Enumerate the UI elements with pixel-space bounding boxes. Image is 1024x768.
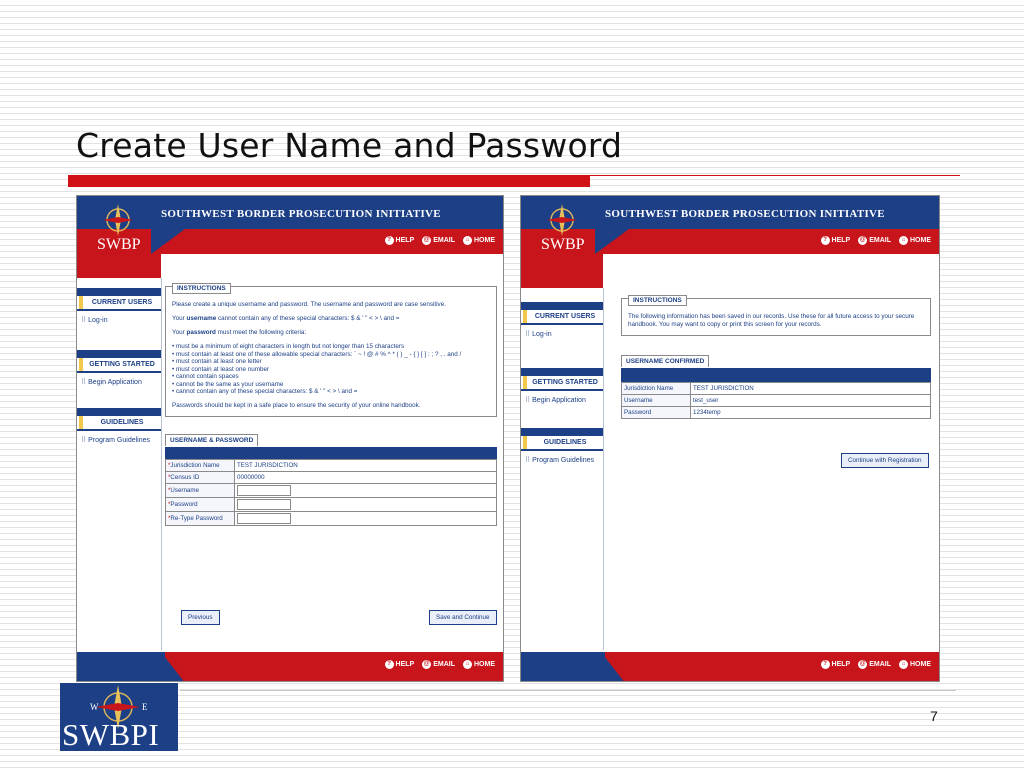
row-label [166, 497, 235, 511]
username-cell [235, 483, 497, 497]
sidebar-item-program-guidelines[interactable] [521, 451, 603, 464]
confirmation-message: The following information has been saved in our records. Use these for all future access to your secure handbook. You may want to copy or print this screen for your records. [628, 313, 915, 328]
section-band [165, 447, 497, 459]
confirmed-table [621, 382, 931, 419]
nav-email-link[interactable] [858, 236, 891, 245]
sidebar-section-guidelines [521, 428, 603, 464]
row-value: test_user [691, 395, 931, 407]
confirmed-section [621, 350, 931, 419]
sidebar-band [77, 288, 161, 296]
criteria-item: • must contain at least one number [172, 365, 270, 373]
help-icon: ? [385, 236, 394, 245]
sidebar-band [521, 302, 603, 310]
sidebar-heading: GUIDELINES [79, 416, 161, 429]
text-bold: password [186, 329, 216, 336]
credentials-section [165, 429, 497, 526]
main-content [621, 258, 931, 419]
instructions-tag: INSTRUCTIONS [628, 295, 687, 306]
row-label [166, 459, 235, 471]
screenshot-credentials-confirmed [520, 195, 940, 682]
instructions-intro: Please create a unique username and password. The username and password are case sensitive. [172, 301, 446, 308]
row-label [166, 471, 235, 483]
nav-help-link[interactable] [385, 236, 415, 245]
previous-label: Previous [188, 614, 213, 621]
criteria-item: • cannot be the same as your username [172, 380, 284, 388]
nav-email-label: EMAIL [433, 237, 455, 244]
compass-east-letter: E [142, 702, 148, 712]
credentials-form [165, 459, 497, 526]
table-row [166, 483, 497, 497]
sidebar-red-band [77, 254, 161, 278]
nav-home-label: HOME [910, 661, 931, 668]
bottom-nav [821, 660, 931, 669]
criteria-item: • must be a minimum of eight characters in length but not longer than 15 characters [172, 343, 405, 350]
table-row [622, 395, 931, 407]
help-icon: ? [821, 236, 830, 245]
census-id-value: 00000000 [235, 471, 497, 483]
site-logo-text: SWBP [541, 236, 585, 253]
nav-home-link[interactable] [899, 660, 931, 669]
sidebar-item-program-guidelines[interactable] [77, 431, 161, 444]
home-icon: ⌂ [463, 660, 472, 669]
help-icon: ? [385, 660, 394, 669]
nav-home-label: HOME [910, 237, 931, 244]
criteria-item: • must contain at least one of these allowable special characters: ` ~ ! @ # % ^ * ( ) _ - { } [ ] : ; ? , . and / [172, 350, 462, 358]
table-row [166, 459, 497, 471]
text: Your [172, 315, 187, 322]
site-footer [521, 652, 605, 681]
nav-help-link[interactable] [821, 236, 851, 245]
table-row [622, 407, 931, 419]
site-logo [527, 200, 597, 256]
sidebar-band [77, 408, 161, 416]
home-icon: ⌂ [899, 660, 908, 669]
previous-button[interactable] [181, 610, 220, 625]
row-label: Jurisdiction Name [622, 383, 691, 395]
bottom-nav [385, 660, 495, 669]
credentials-tag: USERNAME & PASSWORD [165, 434, 258, 446]
row-value: 1234temp [691, 407, 931, 419]
nav-email-link[interactable] [422, 660, 455, 669]
screenshot-create-credentials [76, 195, 504, 682]
text: Your [172, 329, 187, 336]
home-icon: ⌂ [899, 236, 908, 245]
row-label: Username [622, 395, 691, 407]
text-bold: username [186, 315, 217, 322]
sidebar [521, 288, 604, 650]
sidebar [77, 278, 162, 650]
sidebar-item-label: Begin Application [532, 397, 586, 404]
username-rule [172, 315, 490, 323]
email-icon: @ [859, 661, 866, 667]
table-row [166, 511, 497, 525]
sidebar-item-begin-application[interactable] [77, 373, 161, 386]
nav-email-link[interactable] [858, 660, 891, 669]
row-value: TEST JURISDICTION [691, 383, 931, 395]
label-text: Re-Type Password [170, 514, 223, 522]
sidebar-heading: CURRENT USERS [523, 310, 603, 323]
table-row [166, 471, 497, 483]
sidebar-item-label: Program Guidelines [88, 437, 151, 444]
nav-email-label: EMAIL [869, 661, 891, 668]
retype-password-cell [235, 511, 497, 525]
nav-home-label: HOME [474, 237, 495, 244]
password-criteria-list [172, 343, 490, 396]
sidebar-band [77, 350, 161, 358]
home-icon: ⌂ [463, 236, 472, 245]
main-content [165, 258, 497, 526]
sidebar-heading: GETTING STARTED [79, 358, 161, 371]
password-cell [235, 497, 497, 511]
save-continue-button[interactable] [429, 610, 497, 625]
sidebar-section-getting-started [521, 368, 603, 404]
email-icon: @ [423, 661, 430, 667]
username-input[interactable] [237, 485, 291, 496]
sidebar-item-label: Log-in [88, 317, 108, 324]
bullet-icon: ⠿ [81, 317, 87, 324]
bullet-icon: ⠿ [525, 457, 531, 464]
slide-logo-text: SWBPI [62, 717, 160, 751]
table-row [166, 497, 497, 511]
criteria-item: • must contain at least one letter [172, 358, 262, 365]
nav-help-label: HELP [395, 661, 415, 668]
sidebar-band [521, 428, 603, 436]
criteria-item: • cannot contain any of these special characters: $ & ' " < > \ and = [172, 388, 358, 395]
compass-west-letter: W [90, 702, 99, 712]
required-mark: * [168, 514, 171, 522]
nav-help-link[interactable] [821, 660, 851, 669]
row-label [166, 511, 235, 525]
sidebar-section-getting-started [77, 350, 161, 386]
title-underline-rule [590, 175, 960, 176]
nav-home-label: HOME [474, 661, 495, 668]
slide-logo [60, 683, 178, 751]
nav-help-label: HELP [831, 661, 851, 668]
site-footer [77, 652, 165, 681]
label-text: Jurisdiction Name [170, 461, 220, 469]
sidebar-item-begin-application[interactable] [521, 391, 603, 404]
label-text: Password [170, 500, 198, 508]
continue-registration-label: Continue with Registration [848, 457, 922, 464]
row-label: Password [622, 407, 691, 419]
sidebar-section-current-users [77, 288, 161, 324]
password-rule-intro [172, 329, 490, 337]
required-mark: * [168, 500, 171, 508]
slide-footer-rule [180, 690, 956, 691]
required-mark: * [168, 486, 171, 494]
label-text: Census ID [170, 473, 200, 481]
continue-registration-button[interactable] [841, 453, 929, 468]
sidebar-item-log-in[interactable] [521, 325, 603, 338]
slide-title: Create User Name and Password [76, 126, 623, 165]
nav-email-label: EMAIL [433, 661, 455, 668]
confirmed-tag: USERNAME CONFIRMED [621, 355, 709, 367]
nav-help-link[interactable] [385, 660, 415, 669]
jurisdiction-value: TEST JURISDICTION [235, 459, 497, 471]
nav-email-label: EMAIL [869, 237, 891, 244]
label-text: Username [170, 486, 199, 494]
required-mark: * [168, 461, 171, 469]
nav-help-label: HELP [395, 237, 415, 244]
site-logo [83, 200, 153, 256]
sidebar-heading: GETTING STARTED [523, 376, 603, 389]
text: must meet the following criteria: [215, 329, 307, 336]
sidebar-item-log-in[interactable] [77, 311, 161, 324]
section-band [621, 368, 931, 382]
email-icon: @ [423, 237, 430, 243]
top-nav [385, 236, 495, 245]
slide-number: 7 [930, 708, 938, 724]
table-row [622, 383, 931, 395]
password-input[interactable] [237, 499, 291, 510]
text: cannot contain any of these special characters: $ & ' " < > \ and = [216, 315, 400, 322]
nav-email-link[interactable] [422, 236, 455, 245]
sidebar-section-guidelines [77, 408, 161, 444]
bullet-icon: ⠿ [81, 437, 87, 444]
instructions-box [621, 298, 931, 336]
retype-password-input[interactable] [237, 513, 291, 524]
password-safety-note: Passwords should be kept in a safe place to ensure the security of your online handbook. [172, 401, 421, 409]
site-logo-text: SWBP [97, 236, 141, 253]
sidebar-red-band [521, 254, 603, 288]
row-label [166, 483, 235, 497]
save-continue-label: Save and Continue [436, 614, 490, 621]
sidebar-item-label: Program Guidelines [532, 457, 595, 464]
sidebar-section-current-users [521, 302, 603, 338]
sidebar-item-label: Begin Application [88, 379, 142, 386]
nav-home-link[interactable] [899, 236, 931, 245]
sidebar-item-label: Log-in [532, 331, 552, 338]
criteria-item: • cannot contain spaces [172, 373, 239, 380]
site-title: SOUTHWEST BORDER PROSECUTION INITIATIVE [605, 208, 885, 220]
nav-home-link[interactable] [463, 660, 495, 669]
bullet-icon: ⠿ [525, 397, 531, 404]
bullet-icon: ⠿ [525, 331, 531, 338]
instructions-box [165, 286, 497, 417]
sidebar-heading: GUIDELINES [523, 436, 603, 449]
instructions-tag: INSTRUCTIONS [172, 283, 231, 294]
sidebar-heading: CURRENT USERS [79, 296, 161, 309]
top-nav [821, 236, 931, 245]
required-mark: * [168, 473, 171, 481]
sidebar-band [521, 368, 603, 376]
nav-help-label: HELP [831, 237, 851, 244]
title-underline-bar [68, 175, 590, 187]
nav-home-link[interactable] [463, 236, 495, 245]
site-title: SOUTHWEST BORDER PROSECUTION INITIATIVE [161, 208, 441, 220]
email-icon: @ [859, 237, 866, 243]
bullet-icon: ⠿ [81, 379, 87, 386]
help-icon: ? [821, 660, 830, 669]
